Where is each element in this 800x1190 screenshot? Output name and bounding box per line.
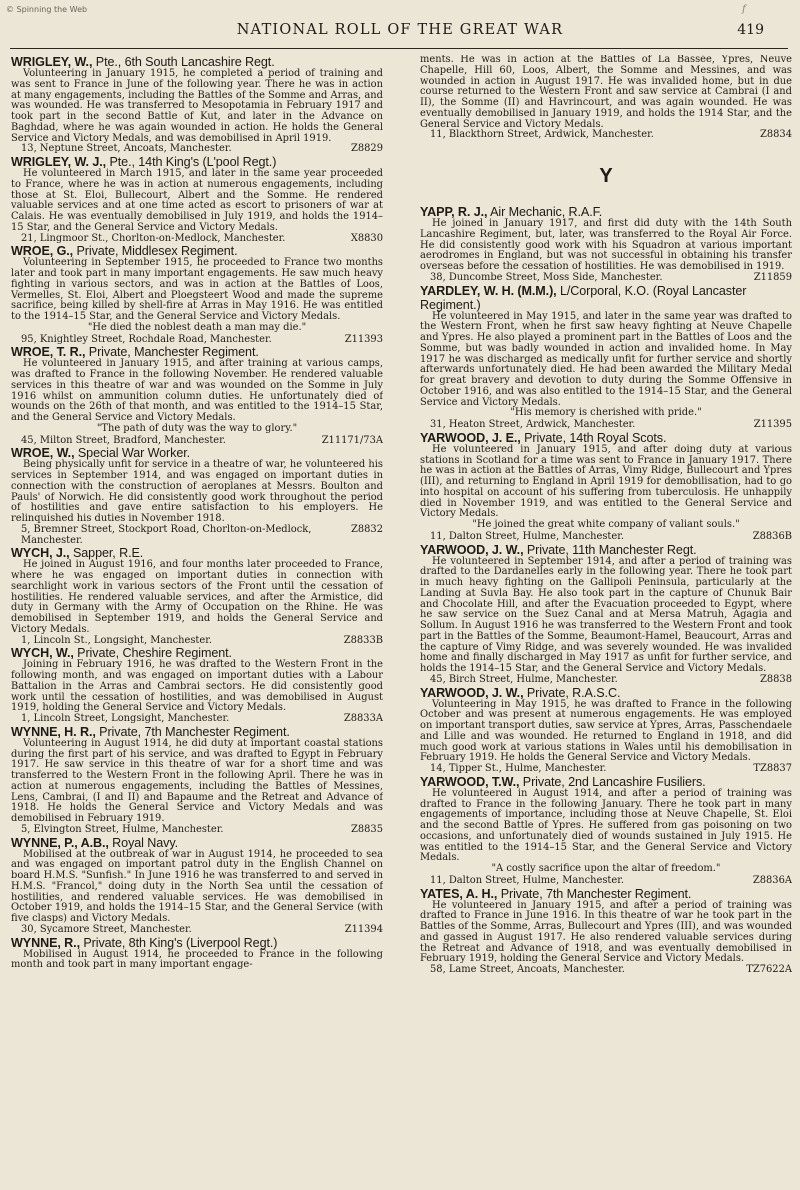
entry-heading: [11, 936, 383, 950]
entry-body: Volunteering in September 1915, he proceeded to France two months later and took part in many important engagements. He saw much heavy fighting in various sectors, and was in action at the Battles of Loos, Vermelles, St. Eloi, Albert and Ploegsteert Wood and made the supreme sacrifice, being killed by shell-fire at Arras in May 1916. He was entitled to the 1914–15 Star, and the General Service and Victory Medals.: [11, 257, 383, 322]
entry-number: Z8835: [351, 823, 383, 835]
continuation-body: ments. He was in action at the Battles of La Bassée, Ypres, Neuve Chapelle, Hill 60, Loos, Albert, the Somme and Messines, and was wounded in action in August 1917. He was invalided home, but in due course returned to the Western Front and saw service at Cambrai (I and II), the Somme (II) and Havrincourt, and was again wounded. He was eventually demobilised in January 1919, and holds the 1914 Star, and the General Service and Victory Medals.: [420, 55, 792, 130]
entry-number: Z11395: [753, 419, 792, 430]
entry-address-line: [420, 273, 792, 284]
entry-rank-unit: Private, Cheshire Regiment.: [73, 646, 232, 661]
entry-rank-unit: Private, 8th King's (Liverpool Regt.): [79, 935, 278, 950]
entry-heading: [11, 646, 383, 660]
entry-rank-unit: Private, 7th Manchester Regiment.: [95, 724, 290, 739]
right-column: [420, 55, 792, 1187]
entry-name: WROE, G.,: [11, 244, 74, 259]
entry-address: 11, Blackthorn Street, Ardwick, Manchester.: [430, 129, 654, 141]
entry-address-line: [11, 714, 383, 725]
entry-number: Z11171/73A: [321, 434, 383, 446]
entry-name: WROE, W.,: [11, 446, 75, 461]
entry-address: 95, Knightley Street, Rochdale Road, Manchester.: [21, 333, 272, 345]
entry-rank-unit: Sapper, R.E.: [69, 546, 144, 561]
entry-name: WROE, T. R.,: [11, 345, 86, 360]
roll-entry: [11, 546, 383, 646]
entry-address: 21, Lingmoor St., Chorlton-on-Medlock, Manchester.: [21, 232, 286, 244]
entry-address: 11, Dalton Street, Hulme, Manchester.: [430, 874, 624, 886]
roll-entry: [11, 345, 383, 446]
roll-entry: [420, 887, 792, 976]
entry-body: He joined in January 1917, and first did duty with the 14th South Lancashire Regiment, but, later, was transferred to the Royal Air Force. He did consistently good work with his Squadron at various important aerodromes in England, but was not successful in obtaining his transfer overseas before the cessation of hostilities. He was demobilised in 1919.: [420, 218, 792, 272]
entry-heading: [11, 55, 383, 69]
roll-entry: [420, 431, 792, 543]
roll-entry: [420, 543, 792, 686]
entry-address: 14, Tipper St., Hulme, Manchester.: [430, 763, 607, 774]
entry-name: WYNNE, P., A.B.,: [11, 835, 109, 850]
entry-body: Being physically unfit for service in a theatre of war, he volunteered his services in September 1914, and was engaged on important duties in connection with the construction of aeroplanes at Messrs. Boulton and Pauls' of Norwich. He did consistently good work throughout the period of hostilities and gave entire satisfaction to his employers. He relinquished his duties in November 1918.: [11, 459, 383, 524]
entry-rank-unit: Pte., 14th King's (L'pool Regt.): [106, 155, 277, 169]
entry-number: Z8836A: [752, 874, 792, 886]
entry-address: 45, Milton Street, Bradford, Manchester.: [21, 434, 226, 446]
entry-address: 38, Duncombe Street, Moss Side, Manchester.: [430, 271, 663, 283]
entry-number: Z11393: [344, 333, 383, 345]
entry-heading: [11, 725, 383, 739]
entry-heading: [11, 546, 383, 560]
entry-body: Volunteering in August 1914, he did duty at important coastal stations during the first part of his service, and was drafted to Egypt in February 1917. He saw service in this theatre of war for a short time and was transferred to the Western Front in the following April. There he was in action at numerous engagements, including the Battles of Messines, Lens, Cambrai, (I and II) and Bapaume and the Retreat and Advance of 1918. He holds the General Service and Victory Medals and was demobilised in February 1919.: [11, 737, 383, 824]
entry-heading: [420, 431, 792, 445]
right-entries: [420, 205, 792, 976]
entry-body: He volunteered in September 1914, and after a period of training was drafted to the Dardanelles early in the following year. There he took part in much heavy fighting on the Gallipoli Peninsula, particularly at the Landing at Suvla Bay. He also took part in the capture of Chunuk Bair and Chocolate Hill, and after the Evacuation proceeded to Egypt, where he saw service on the Suez Canal and at Mersa Matruh, Agagia and Sollum. In August 1916 he was transferred to the Western Front and took part in the Battles of the Somme, Beaumont-Hamel, Beaucourt, Arras and the capture of Vimy Ridge, and was severely wounded. He was invalided home and finally discharged in May 1917 as unfit for further service, and holds the 1914–15 Star, and the General Service and Victory Medals.: [420, 555, 792, 674]
entry-rank-unit: Pte., 6th South Lancashire Regt.: [92, 55, 275, 69]
entry-body: He volunteered in January 1915, and after training at various camps, was drafted to France in the following November. He rendered valuable services in this theatre of war and was wounded on the Somme in July 1916 whilst on ammunition column duties. He unfortunately died of wounds on the 26th of that month, and was entitled to the 1914–15 Star, and the General Service and Victory Medals.: [11, 358, 383, 423]
entry-body: Volunteering in May 1915, he was drafted to France in the following October and was present at numerous engagements. He was employed on important transport duties, saw service at Ypres, Arras, Passchendaele and Lille and was wounded. He returned to England in 1918, and did much good work at various stations in Wales until his demobilisation in February 1919. He holds the General Service and Victory Medals.: [420, 698, 792, 764]
entry-address-line: [420, 764, 792, 775]
entry-rank-unit: Private, 14th Royal Scots.: [520, 430, 667, 445]
entry-number: Z8832: [351, 523, 383, 535]
entry-quote: "His memory is cherished with pride.": [510, 407, 702, 419]
entry-address-line: [11, 234, 383, 245]
entry-name: YATES, A. H.,: [420, 886, 498, 901]
entry-address-line: [420, 130, 792, 141]
roll-entry: [11, 725, 383, 836]
entry-body: Volunteering in January 1915, he completed a period of training and was sent to France in June of the following year. There he was in action at many engagements, including the Battles of the Somme and Arras, and was wounded. He was transferred to Mesopotamia in February 1917 and took part in the second Battle of Kut, and later in the Advance on Baghdad, where he was again wounded in action. He holds the General Service and Victory Medals, and was demobilised in April 1919.: [11, 68, 383, 144]
roll-entry: [11, 155, 383, 244]
entry-address: 5, Bremner Street, Stockport Road, Chorlton-on-Medlock, Manchester.: [21, 523, 312, 546]
entry-address: 11, Dalton Street, Hulme, Manchester.: [430, 530, 624, 542]
entry-address-line: [420, 876, 792, 887]
entry-number: Z8829: [351, 143, 383, 155]
entry-name: WYNNE, H. R.,: [11, 724, 96, 739]
entry-quote: "He joined the great white company of valiant souls.": [472, 519, 740, 530]
entry-body: He volunteered in January 1915, and after a period of training was drafted to France in June 1916. In this theatre of war he took part in the Battles of the Somme, Arras, Bullecourt and Ypres (III), and was wounded and gassed in August 1917. He also rendered valuable services during the Retreat and Advance of 1918, and was eventually demobilised in February 1919, holding the General Service and Victory Medals.: [420, 899, 792, 965]
entry-number: Z8836B: [752, 530, 792, 542]
entry-number: Z8833B: [343, 634, 383, 646]
entry-quote: "A costly sacrifice upon the altar of freedom.": [491, 863, 721, 874]
entry-address: 31, Heaton Street, Ardwick, Manchester.: [430, 419, 636, 430]
roll-entry: [11, 646, 383, 725]
roll-entry: [11, 446, 383, 546]
entry-rank-unit: L/Corporal, K.O. (Royal Lancaster Regiment.): [420, 283, 747, 312]
entry-number: Z8833A: [343, 713, 383, 724]
entry-number: TZ8837: [753, 763, 792, 774]
entry-name: WYCH, J.,: [11, 546, 70, 561]
entry-body: He volunteered in January 1915, and after doing duty at various stations in Scotland for a time was sent to France in January 1917. There he was in action at the Battles of Arras, Vimy Ridge, Bullecourt and Ypres (III), and returning to England in April 1919 for demobilisation, had to go into hospital on account of his suffering from tuberculosis. He unhappily died in November 1919, and was entitled to the General Service and Victory Medals.: [420, 443, 792, 520]
entry-rank-unit: Private, R.A.S.C.: [523, 685, 621, 700]
entry-heading: [420, 205, 792, 219]
entry-address: 45, Birch Street, Hulme, Manchester.: [430, 673, 618, 685]
entry-heading: [11, 446, 383, 460]
entry-address: 13, Neptune Street, Ancoats, Manchester.: [21, 143, 232, 155]
entry-body: Mobilised in August 1914, he proceeded to France in the following month and took part in many important engage-: [11, 948, 383, 971]
entry-number: Z8838: [760, 673, 792, 685]
entry-address-line: [11, 636, 383, 647]
roll-entry: [420, 775, 792, 887]
entry-heading: [11, 155, 383, 169]
entry-address: 30, Sycamore Street, Manchester.: [21, 923, 192, 935]
entry-name: YARDLEY, W. H. (M.M.),: [420, 283, 557, 298]
left-column: [11, 55, 383, 1187]
entry-body: He volunteered in March 1915, and later in the same year proceeded to France, where he was in action at numerous engagements, including those at St. Eloi, Bullecourt, Albert and the Somme. He rendered valuable services and at one time acted as escort to prisoners of war at Calais. He was eventually demobilised in July 1919, and holds the 1914–15 Star, and the General Service and Victory Medals.: [11, 168, 383, 233]
entry-name: YARWOOD, J. E.,: [420, 430, 521, 445]
entry-address-line: [420, 675, 792, 686]
entry-body: He volunteered in May 1915, and later in the same year was drafted to the Western Front, when he first saw heavy fighting at Neuve Chapelle and Ypres. He also played a prominent part in the Battles of Loos and the Somme, but was badly wounded in action and invalided home. In May 1917 he was discharged as medically unfit for further service and shortly afterwards unfortunately died. He had been awarded the Military Medal for great bravery and devotion to duty during the Somme Offensive in October 1916, and was also entitled to the 1914–15 Star, and the General Service and Victory Medals.: [420, 310, 792, 408]
entry-name: YARWOOD, T.W.,: [420, 774, 520, 789]
page-number: 419: [737, 22, 764, 38]
roll-entry: [420, 686, 792, 775]
entry-address-line: [420, 965, 792, 976]
entry-address: 1, Lincoln Street, Longsight, Manchester.: [21, 713, 230, 724]
entry-name: YARWOOD, J. W.,: [420, 542, 524, 557]
section-letter: Y: [599, 165, 613, 187]
entry-address-line: [11, 525, 383, 547]
entry-address-line: [11, 436, 383, 447]
entry-number: TZ7622A: [746, 964, 792, 975]
entry-name: YAPP, R. J.,: [420, 205, 488, 219]
entry-number: Z11394: [344, 923, 383, 935]
entry-heading: [420, 686, 792, 700]
entry-rank-unit: Private, 11th Manchester Regt.: [523, 542, 697, 557]
entry-quote: "The path of duty was the way to glory.": [96, 422, 298, 434]
entry-rank-unit: Royal Navy.: [108, 835, 179, 850]
entry-number: Z8834: [760, 129, 792, 141]
entry-address: 5, Elvington Street, Hulme, Manchester.: [21, 823, 224, 835]
entry-name: WRIGLEY, W.,: [11, 55, 93, 69]
entry-heading: [11, 836, 383, 850]
entry-address-line: [11, 144, 383, 155]
entry-rank-unit: Private, 2nd Lancashire Fusiliers.: [519, 774, 706, 789]
running-title: NATIONAL ROLL OF THE GREAT WAR: [236, 22, 564, 38]
roll-entry: [420, 205, 792, 284]
entry-rank-unit: Private, Middlesex Regiment.: [73, 244, 238, 259]
roll-entry: [11, 936, 383, 972]
entry-body: Mobilised at the outbreak of war in August 1914, he proceeded to sea and was engaged on important patrol duty in the English Channel on board H.M.S. "Sunfish." In June 1916 he was transferred to and served in H.M.S. "Francol," doing duty in the North Sea until the cessation of hostilities, and rendered valuable services. He was demobilised in October 1919, and holds the 1914–15 Star, and the General Service (with five clasps) and Victory Medals.: [11, 848, 383, 924]
roll-entry: [11, 244, 383, 345]
entry-number: Z11859: [753, 271, 792, 283]
roll-entry: [420, 284, 792, 431]
page-header: [0, 22, 800, 44]
watermark: © Spinning the Web: [6, 5, 88, 14]
continuation-entry: [420, 55, 792, 141]
entry-rank-unit: Private, Manchester Regiment.: [85, 345, 259, 360]
entry-address-line: [420, 532, 792, 543]
entry-heading: [11, 345, 383, 359]
entry-heading: [420, 284, 792, 312]
entry-heading: [420, 887, 792, 901]
entry-address-line: [11, 825, 383, 836]
entry-address-line: [11, 925, 383, 936]
entry-body: He volunteered in August 1914, and after a period of training was drafted to France in the following January. There he took part in many engagements of importance, including those at Neuve Chapelle, St. Eloi and the second Battle of Ypres. He suffered from gas poisoning on two occasions, and unfortunately died of wounds sustained in July 1915. He was entitled to the 1914–15 Star, and the General Service and Victory Medals.: [420, 787, 792, 864]
entry-address-line: [420, 420, 792, 431]
entry-name: WYCH, W.,: [11, 646, 74, 661]
entry-rank-unit: Air Mechanic, R.A.F.: [487, 205, 603, 219]
entry-name: YARWOOD, J. W.,: [420, 685, 524, 700]
pencil-mark: f: [742, 4, 746, 15]
entry-heading: [11, 244, 383, 258]
entry-heading: [420, 775, 792, 789]
entry-body: He joined in August 1916, and four months later proceeded to France, where he was engaged on important duties in connection with searchlight work in various sectors of the Front until the cessation of hostilities. He rendered valuable services, and after the Armistice, did duty in Germany with the Army of Occupation on the Rhine. He was demobilised in September 1919, and holds the General Service and Victory Medals.: [11, 559, 383, 635]
entry-address: 58, Lame Street, Ancoats, Manchester.: [430, 964, 625, 975]
entry-name: WRIGLEY, W. J.,: [11, 155, 107, 169]
entry-name: WYNNE, R.,: [11, 935, 80, 950]
entry-quote: "He died the noblest death a man may die.": [87, 321, 307, 333]
entry-rank-unit: Private, 7th Manchester Regiment.: [497, 886, 692, 901]
entry-address-line: [11, 335, 383, 346]
header-rule: [10, 48, 788, 49]
roll-entry: [11, 836, 383, 936]
entry-number: X8830: [350, 232, 383, 244]
roll-entry: [11, 55, 383, 155]
entry-heading: [420, 543, 792, 557]
entry-address: 1, Lincoln St., Longsight, Manchester.: [21, 634, 213, 646]
entry-rank-unit: Special War Worker.: [74, 446, 191, 461]
entry-body: Joining in February 1916, he was drafted to the Western Front in the following month, and was engaged on important duties with a Labour Battalion in the Arras and Cambrai sectors. He did consistently good work until the cessation of hostilities, and was demobilised in August 1919, holding the General Service and Victory Medals.: [11, 659, 383, 714]
